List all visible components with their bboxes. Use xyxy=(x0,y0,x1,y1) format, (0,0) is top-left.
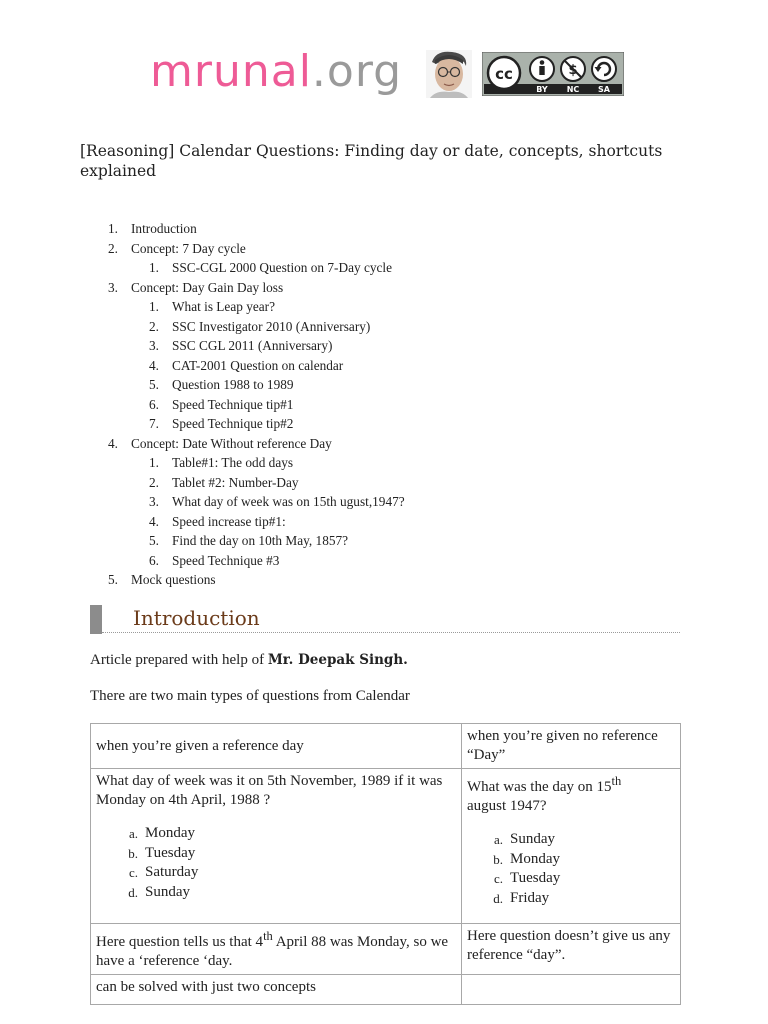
toc-sublink[interactable]: What day of week was on 15th ugust,1947? xyxy=(172,494,405,509)
q2-superscript: th xyxy=(611,774,622,788)
toc-item xyxy=(108,434,708,571)
option-text: Sunday xyxy=(145,883,190,900)
logo-text-suffix: .org xyxy=(311,46,403,97)
toc-subnumber: 2. xyxy=(149,318,159,334)
question-cell-2 xyxy=(462,769,681,924)
toc-sublink[interactable]: SSC-CGL 2000 Question on 7-Day cycle xyxy=(172,260,392,275)
option-text: Tuesday xyxy=(510,870,561,886)
toc-link[interactable]: Introduction xyxy=(131,221,197,236)
note1-prefix: Here question tells us that 4 xyxy=(96,934,264,950)
toc-subitem xyxy=(149,356,708,376)
toc-link[interactable]: Concept: 7 Day cycle xyxy=(131,240,246,256)
logo-text-prefix: mrunal xyxy=(150,46,312,97)
question-text-2 xyxy=(467,772,675,816)
toc-subnumber: 1. xyxy=(149,260,159,275)
toc-subnumber: 1. xyxy=(149,299,159,314)
explanation-cell-1 xyxy=(91,924,462,975)
toc-item xyxy=(108,219,708,239)
table-row xyxy=(91,724,681,769)
toc-number: 1. xyxy=(108,221,118,236)
toc-sublink[interactable]: Speed increase tip#1: xyxy=(172,513,286,529)
toc-subnumber: 7. xyxy=(149,416,159,431)
toc-subitem xyxy=(149,492,708,512)
option-letter: c. xyxy=(493,871,503,886)
author-name: Mr. Deepak Singh. xyxy=(267,652,408,668)
toc-subitem xyxy=(149,336,708,356)
toc-subnumber: 4. xyxy=(149,513,159,529)
toc-subnumber: 5. xyxy=(149,533,159,548)
option-letter: d. xyxy=(493,890,503,906)
question-cell-1 xyxy=(91,769,462,924)
option-letter: a. xyxy=(128,826,138,841)
prepared-prefix: Article prepared with help of xyxy=(90,652,268,668)
answer-option xyxy=(96,824,456,844)
option-text: Sunday xyxy=(510,831,555,847)
toc-sublink[interactable]: Speed Technique tip#1 xyxy=(172,396,294,412)
cc-label-sa: SA xyxy=(598,85,610,94)
toc-sublink[interactable]: Tablet #2: Number-Day xyxy=(172,474,299,490)
toc-subnumber: 5. xyxy=(149,377,159,392)
table-row xyxy=(91,769,681,924)
toc-subitem xyxy=(149,551,708,571)
cc-label-by: BY xyxy=(536,85,548,94)
table-of-contents xyxy=(108,219,708,590)
answer-option xyxy=(467,850,675,870)
question-1-options xyxy=(96,824,456,902)
option-letter: b. xyxy=(493,851,503,867)
author-avatar xyxy=(426,50,472,98)
site-header xyxy=(150,48,630,100)
toc-subnumber: 1. xyxy=(149,455,159,470)
toc-subitem xyxy=(149,258,708,278)
section-heading-text: Introduction xyxy=(133,606,260,630)
toc-number: 3. xyxy=(108,279,118,295)
q2-prefix: What was the day on 15 xyxy=(467,779,612,795)
heading-accent-bar xyxy=(90,605,102,634)
toc-link[interactable]: Mock questions xyxy=(131,572,216,587)
option-text: Saturday xyxy=(145,864,199,880)
toc-subitem xyxy=(149,395,708,415)
toc-sublink[interactable]: Question 1988 to 1989 xyxy=(172,377,294,392)
intro-types-line: There are two main types of questions from Calendar xyxy=(90,688,410,704)
site-logo[interactable] xyxy=(150,48,402,96)
table-row xyxy=(91,975,681,1005)
toc-item xyxy=(108,239,708,278)
toc-sublink[interactable]: SSC Investigator 2010 (Anniversary) xyxy=(172,318,371,334)
toc-subitem xyxy=(149,531,708,551)
section-heading-introduction xyxy=(90,602,680,634)
toc-subnumber: 6. xyxy=(149,396,159,412)
question-types-table xyxy=(90,723,681,1005)
toc-sublist xyxy=(149,297,708,434)
note1-suffix: April 88 was Monday, so we have a ‘reference ‘day. xyxy=(96,934,449,969)
question-2-options xyxy=(467,830,675,908)
toc-subitem xyxy=(149,375,708,395)
option-text: Friday xyxy=(510,889,550,906)
article-title: [Reasoning] Calendar Questions: Finding day or date, concepts, shortcuts explained xyxy=(80,142,663,180)
answer-option xyxy=(467,869,675,889)
toc-sublist xyxy=(149,258,708,278)
toc-sublink[interactable]: Speed Technique #3 xyxy=(172,552,280,568)
toc-subnumber: 3. xyxy=(149,494,159,509)
option-letter: b. xyxy=(128,845,138,861)
toc-subitem xyxy=(149,297,708,317)
toc-subnumber: 3. xyxy=(149,338,159,353)
toc-subitem xyxy=(149,317,708,337)
explanation-cell-2: Here question doesn’t give us any reference “day”. xyxy=(462,924,681,975)
answer-option xyxy=(96,844,456,864)
cc-symbol: cc xyxy=(495,65,513,83)
toc-sublink[interactable]: What is Leap year? xyxy=(172,299,275,314)
toc-sublink[interactable]: SSC CGL 2011 (Anniversary) xyxy=(172,338,333,353)
toc-link[interactable]: Concept: Date Without reference Day xyxy=(131,435,332,451)
option-letter: c. xyxy=(128,865,138,880)
concept-cell-1: can be solved with just two concepts xyxy=(91,975,462,1005)
option-text: Tuesday xyxy=(145,844,196,861)
toc-number: 4. xyxy=(108,435,118,451)
toc-subnumber: 2. xyxy=(149,474,159,490)
option-text: Monday xyxy=(510,850,560,867)
concept-cell-2 xyxy=(462,975,681,1005)
toc-subitem xyxy=(149,453,708,473)
toc-subitem xyxy=(149,473,708,493)
toc-list xyxy=(108,219,708,590)
question-text-1: What day of week was it on 5th November, 1989 if it was Monday on 4th April, 1988 ? xyxy=(96,773,443,808)
intro-prepared-line xyxy=(90,651,690,669)
table-header-reference-day: when you’re given a reference day xyxy=(91,724,462,769)
toc-item xyxy=(108,570,708,590)
toc-number: 2. xyxy=(108,240,118,256)
heading-divider xyxy=(102,632,680,633)
toc-sublink[interactable]: CAT-2001 Question on calendar xyxy=(172,357,344,373)
option-letter: d. xyxy=(128,884,138,900)
toc-subnumber: 4. xyxy=(149,357,159,373)
toc-link[interactable]: Concept: Day Gain Day loss xyxy=(131,279,284,295)
table-row xyxy=(91,924,681,975)
toc-subitem xyxy=(149,512,708,532)
cc-license-badge[interactable] xyxy=(482,52,624,96)
toc-sublink[interactable]: Table#1: The odd days xyxy=(172,455,294,470)
answer-option xyxy=(467,830,675,850)
option-letter: a. xyxy=(493,832,503,847)
toc-subitem xyxy=(149,414,708,434)
toc-number: 5. xyxy=(108,572,118,587)
cc-label-nc: NC xyxy=(566,85,580,94)
toc-item xyxy=(108,278,708,434)
note1-superscript: th xyxy=(263,929,273,943)
svg-text:$: $ xyxy=(568,63,578,78)
toc-sublink[interactable]: Speed Technique tip#2 xyxy=(172,416,294,431)
q2-suffix: august 1947? xyxy=(467,798,547,814)
answer-option xyxy=(96,883,456,903)
answer-option xyxy=(467,889,675,909)
toc-sublist xyxy=(149,453,708,570)
toc-sublink[interactable]: Find the day on 10th May, 1857? xyxy=(172,533,349,548)
table-header-no-reference: when you’re given no reference “Day” xyxy=(462,724,681,769)
option-text: Monday xyxy=(145,825,195,841)
answer-option xyxy=(96,863,456,883)
toc-subnumber: 6. xyxy=(149,552,159,568)
